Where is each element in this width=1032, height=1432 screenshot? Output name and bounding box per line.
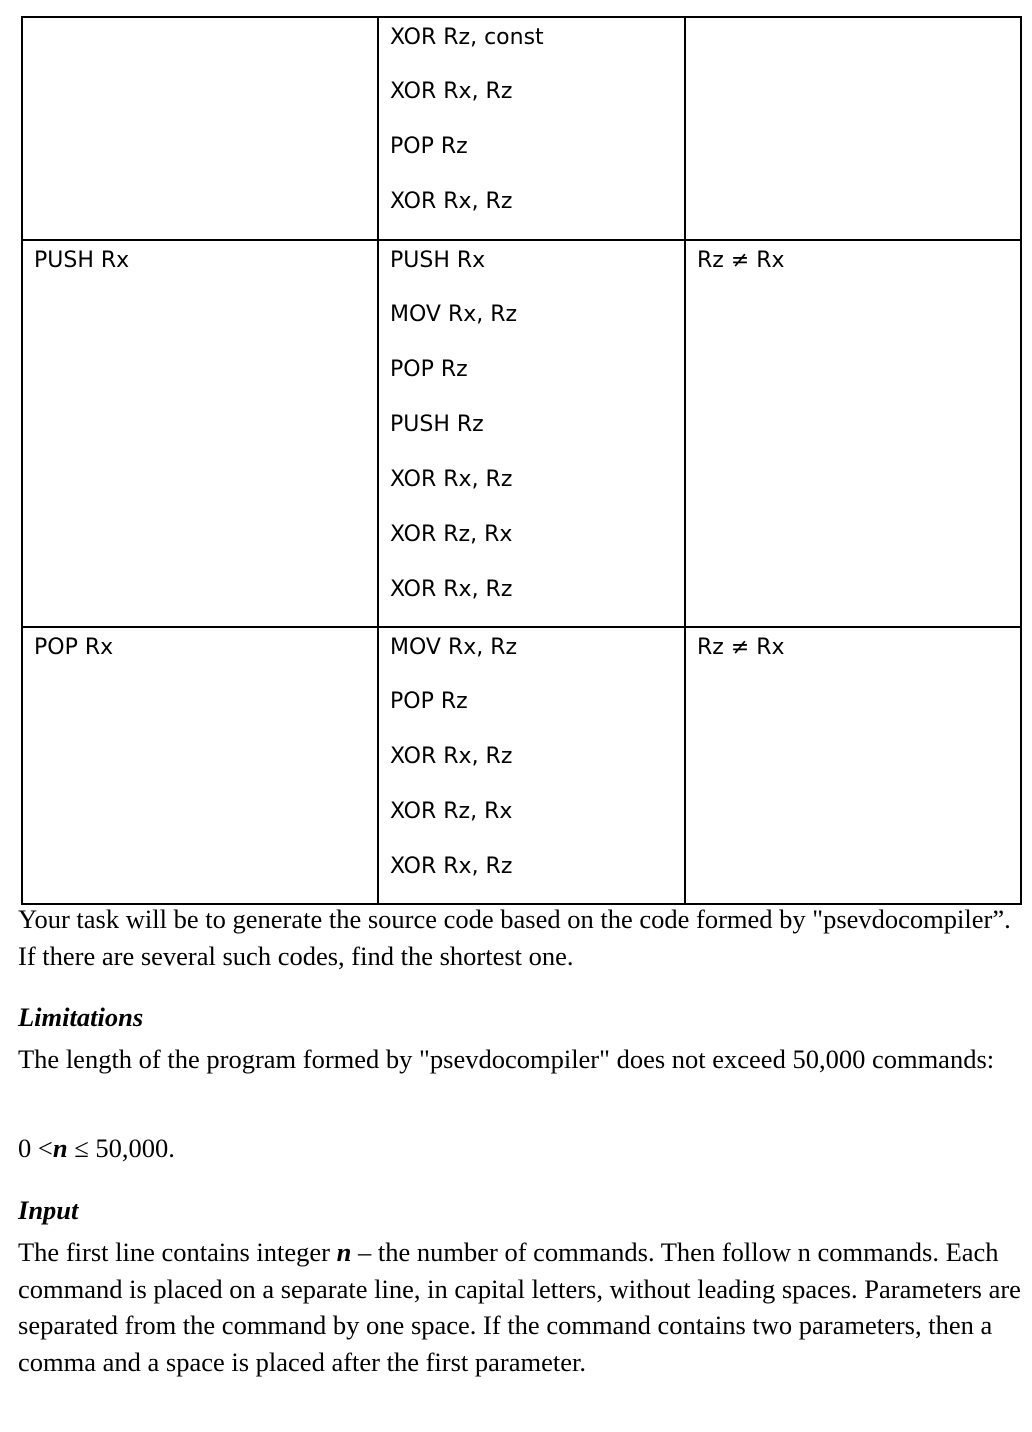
input-text: The first line contains integer n – the number of commands. Then follow n commands. Each command is placed on a separate line, in capital letters, without leading spaces. Parameters are separated from the command by one space. If the command contains two parameters, then a comma and a space is placed after the first parameter.: [18, 1237, 1021, 1377]
source-cell: [22, 17, 378, 240]
source-cell: POP Rx: [22, 627, 378, 904]
code-line: MOV Rx, Rz: [390, 635, 518, 660]
generated-cell: [378, 627, 685, 904]
source-cell: PUSH Rx: [22, 240, 378, 627]
code-line: POP Rz: [390, 689, 468, 714]
input-section: [18, 1192, 1022, 1229]
generated-cell: [378, 17, 685, 240]
condition-cell: Rz ≠ Rx: [685, 627, 1021, 904]
table-row: [22, 240, 1021, 627]
generated-cell: [378, 240, 685, 627]
task-paragraph: Your task will be to generate the source code based on the code formed by "psevdocompiler”. If there are several such codes, find the shortest one.: [18, 904, 1011, 971]
code-line: XOR Rx, Rz: [390, 467, 513, 492]
code-line: XOR Rz, const: [390, 25, 544, 50]
code-line: PUSH Rz: [390, 412, 484, 437]
condition-cell: Rz ≠ Rx: [685, 240, 1021, 627]
code-line: PUSH Rx: [390, 248, 486, 273]
code-line: XOR Rx, Rz: [390, 79, 513, 104]
code-line: XOR Rx, Rz: [390, 577, 513, 602]
section-heading: Limitations: [18, 1002, 144, 1032]
limitations-section: [18, 999, 1022, 1036]
condition-cell: [685, 17, 1021, 240]
code-line: MOV Rx, Rz: [390, 302, 518, 327]
code-line: XOR Rx, Rz: [390, 744, 513, 769]
code-line: XOR Rz, Rx: [390, 522, 513, 547]
code-line: XOR Rx, Rz: [390, 854, 513, 879]
code-line: XOR Rx, Rz: [390, 189, 513, 214]
code-line: XOR Rz, Rx: [390, 799, 513, 824]
command-table: [21, 16, 1022, 905]
table-row: [22, 627, 1021, 904]
code-line: POP Rz: [390, 357, 468, 382]
table-row: [22, 17, 1021, 240]
code-line: POP Rz: [390, 134, 468, 159]
section-heading: Input: [18, 1195, 79, 1225]
limitations-formula: 0 <n ≤ 50,000.: [18, 1133, 175, 1163]
limitations-text: The length of the program formed by "psevdocompiler" does not exceed 50,000 commands:: [18, 1044, 995, 1074]
